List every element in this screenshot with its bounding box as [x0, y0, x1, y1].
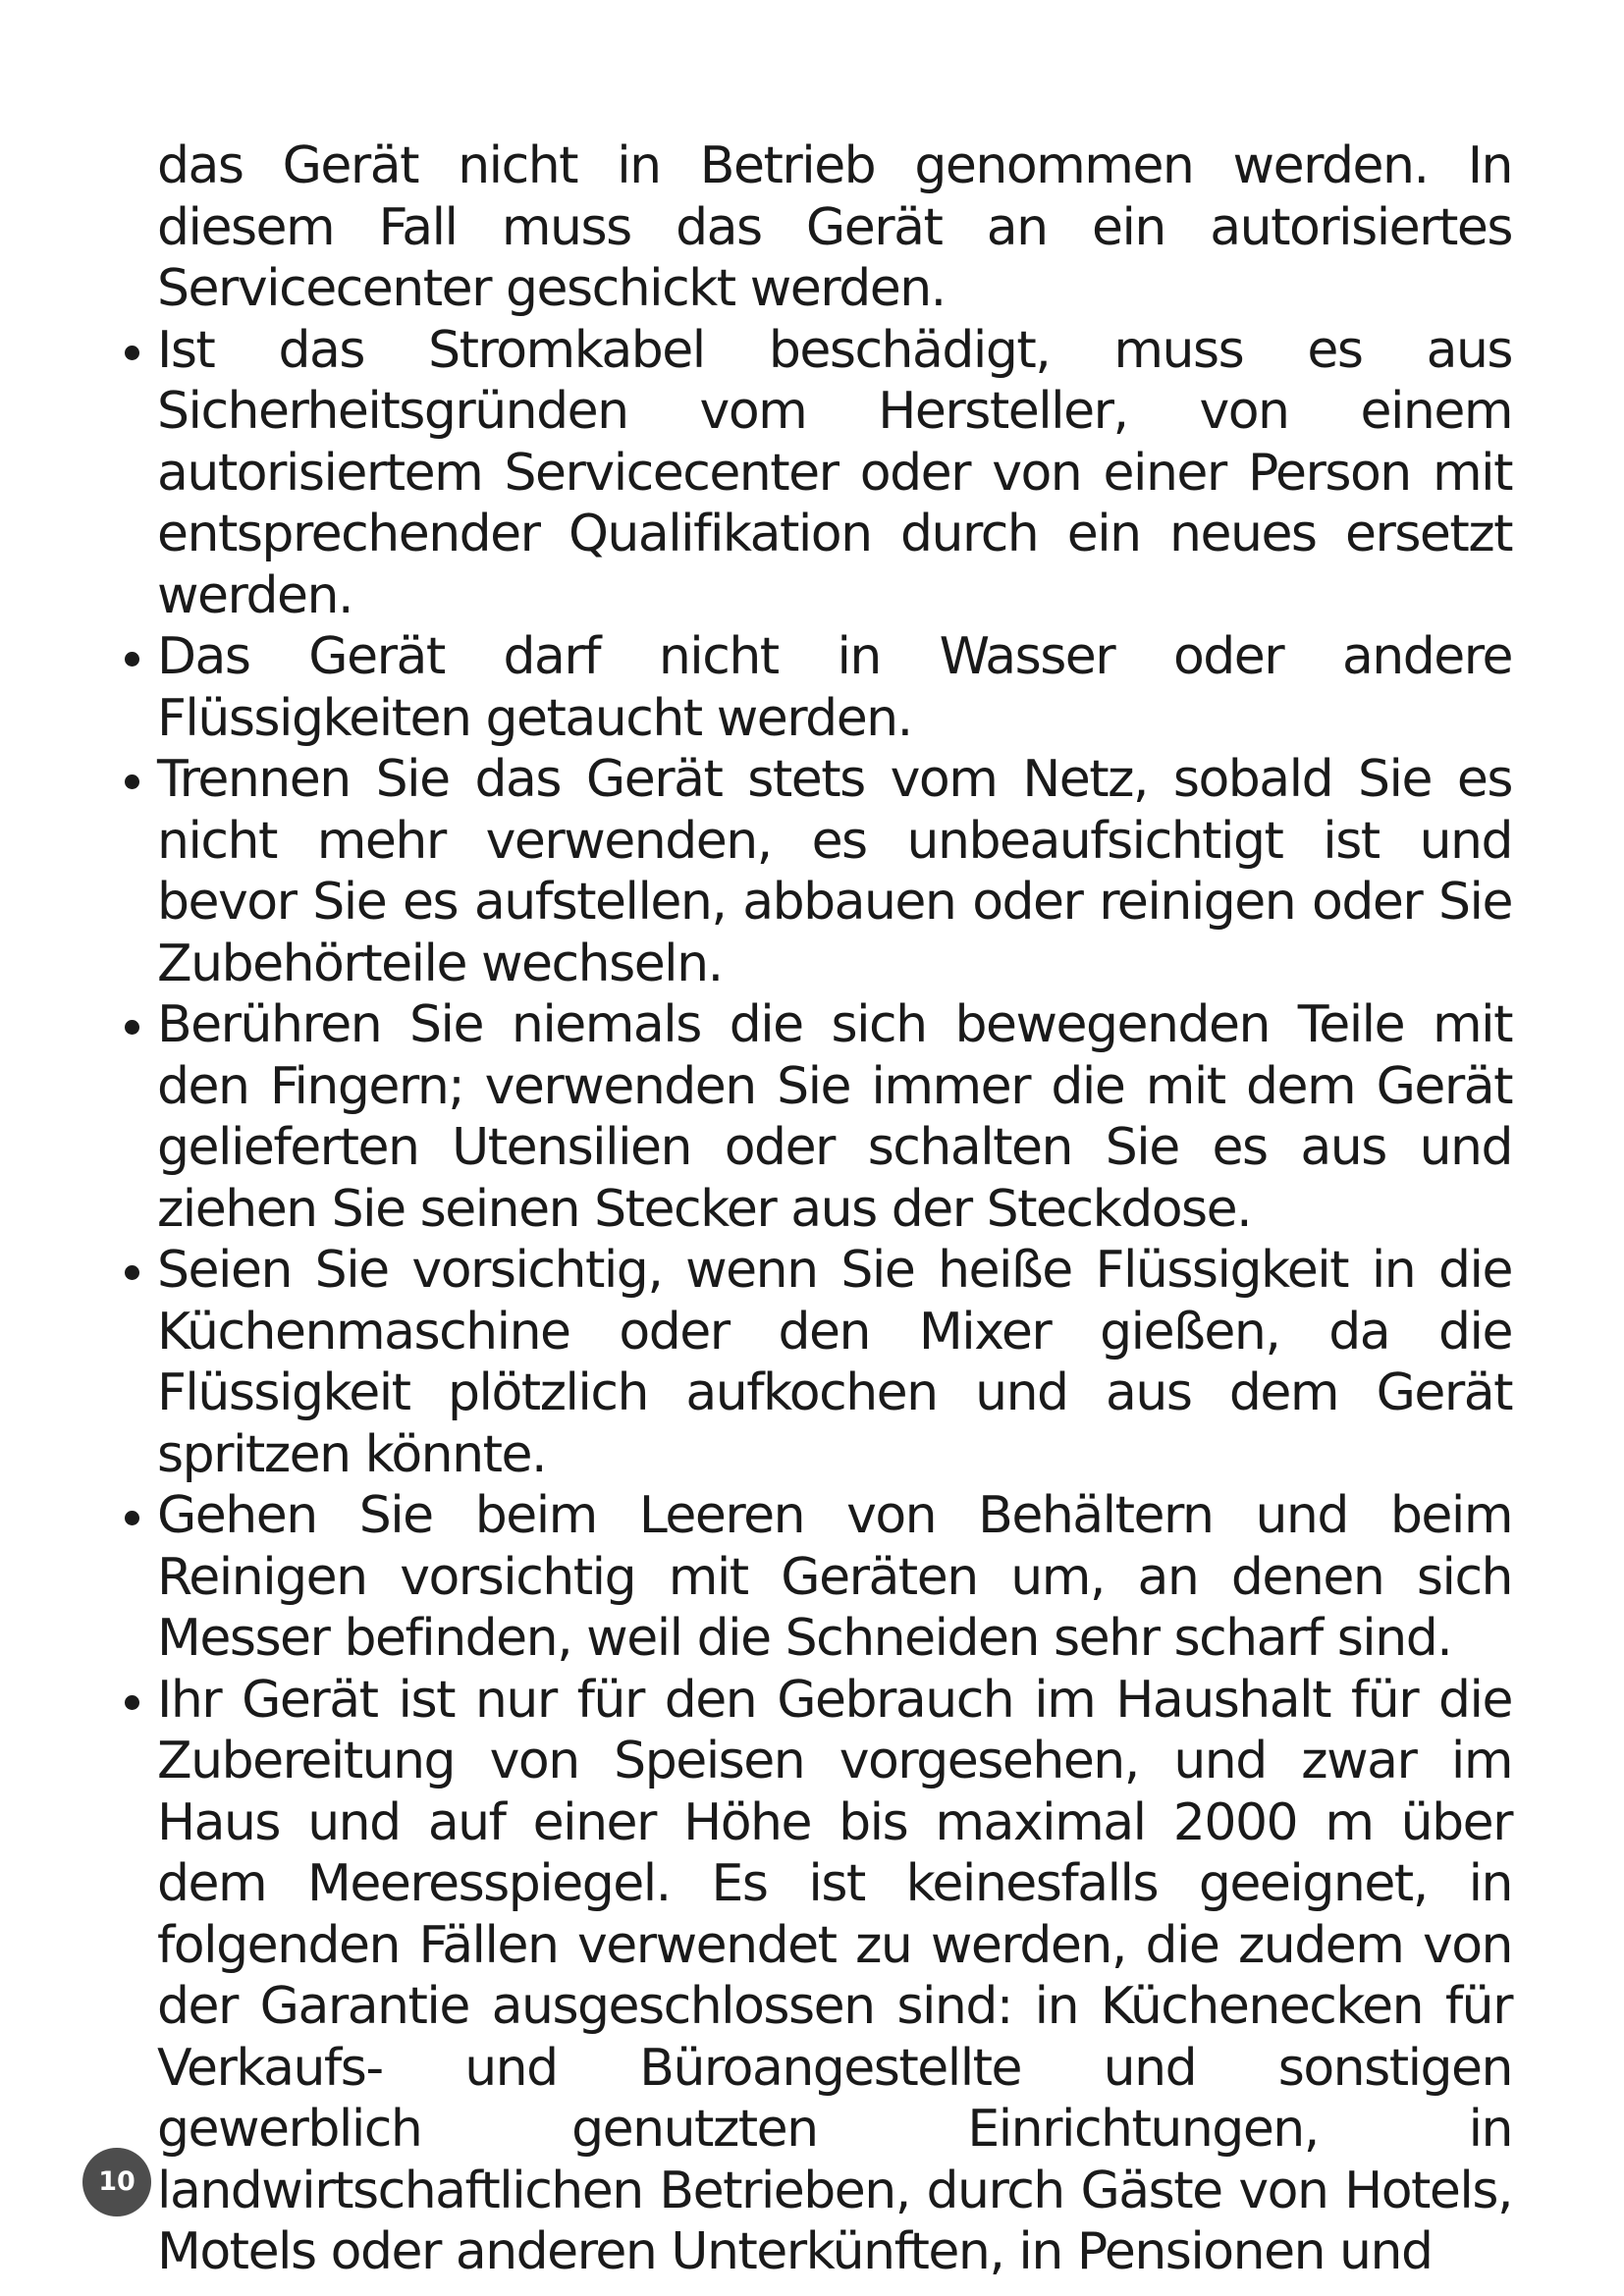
safety-instructions: [157, 135, 1512, 2283]
bullet-household-use: Ihr Gerät ist nur für den Gebrauch im Haushalt für die Zubereitung von Speisen vorgesehen, und zwar im Haus und auf einer Höhe bis maximal 2000 m über dem Meeresspiegel. Es ist keinesfalls geeignet, in folgenden Fällen verwendet zu werden, die zudem von der Garantie ausgeschlossen sind: in Küchenecken für Verkaufs- und Büroangestellte und sonstigen gewerblich genutzten Einrichtungen, in landwirtschaftlichen Betrieben, durch Gäste von Hotels, Motels oder anderen Unterkünften, in Pensionen und: [157, 1670, 1512, 2281]
bullet-hot-liquid: Seien Sie vorsichtig, wenn Sie heiße Flüssigkeit in die Küchenmaschine oder den Mixer gießen, da die Flüssigkeit plötzlich aufkochen und aus dem Gerät spritzen könnte.: [157, 1241, 1512, 1484]
bullet-power-cable: Ist das Stromkabel beschädigt, muss es aus Sicherheitsgründen vom Hersteller, von einem autorisiertem Servicecenter oder von einer Person mit entsprechender Qualifikation durch ein neues ersetzt werden.: [157, 320, 1512, 625]
bullet-disconnect: Trennen Sie das Gerät stets vom Netz, sobald Sie es nicht mehr verwenden, es unbeaufsichtigt ist und bevor Sie es aufstellen, abbauen oder reinigen oder Sie Zubehörteile wechseln.: [157, 750, 1512, 993]
bullet-no-immersion: Das Gerät darf nicht in Wasser oder andere Flüssigkeiten getaucht werden.: [157, 627, 1512, 748]
page-number-badge: 10: [82, 2148, 151, 2216]
continuation-paragraph: das Gerät nicht in Betrieb genommen werden. In diesem Fall muss das Gerät an ein autorisiertes Servicecenter geschickt werden.: [157, 136, 1512, 318]
bullet-moving-parts: Berühren Sie niemals die sich bewegenden Teile mit den Fingern; verwenden Sie immer die mit dem Gerät gelieferten Utensilien oder schalten Sie es aus und ziehen Sie seinen Stecker aus der Steckdose.: [157, 995, 1512, 1239]
bullet-sharp-blades: Gehen Sie beim Leeren von Behältern und beim Reinigen vorsichtig mit Geräten um, an denen sich Messer befinden, weil die Schneiden sehr scharf sind.: [157, 1486, 1512, 1668]
